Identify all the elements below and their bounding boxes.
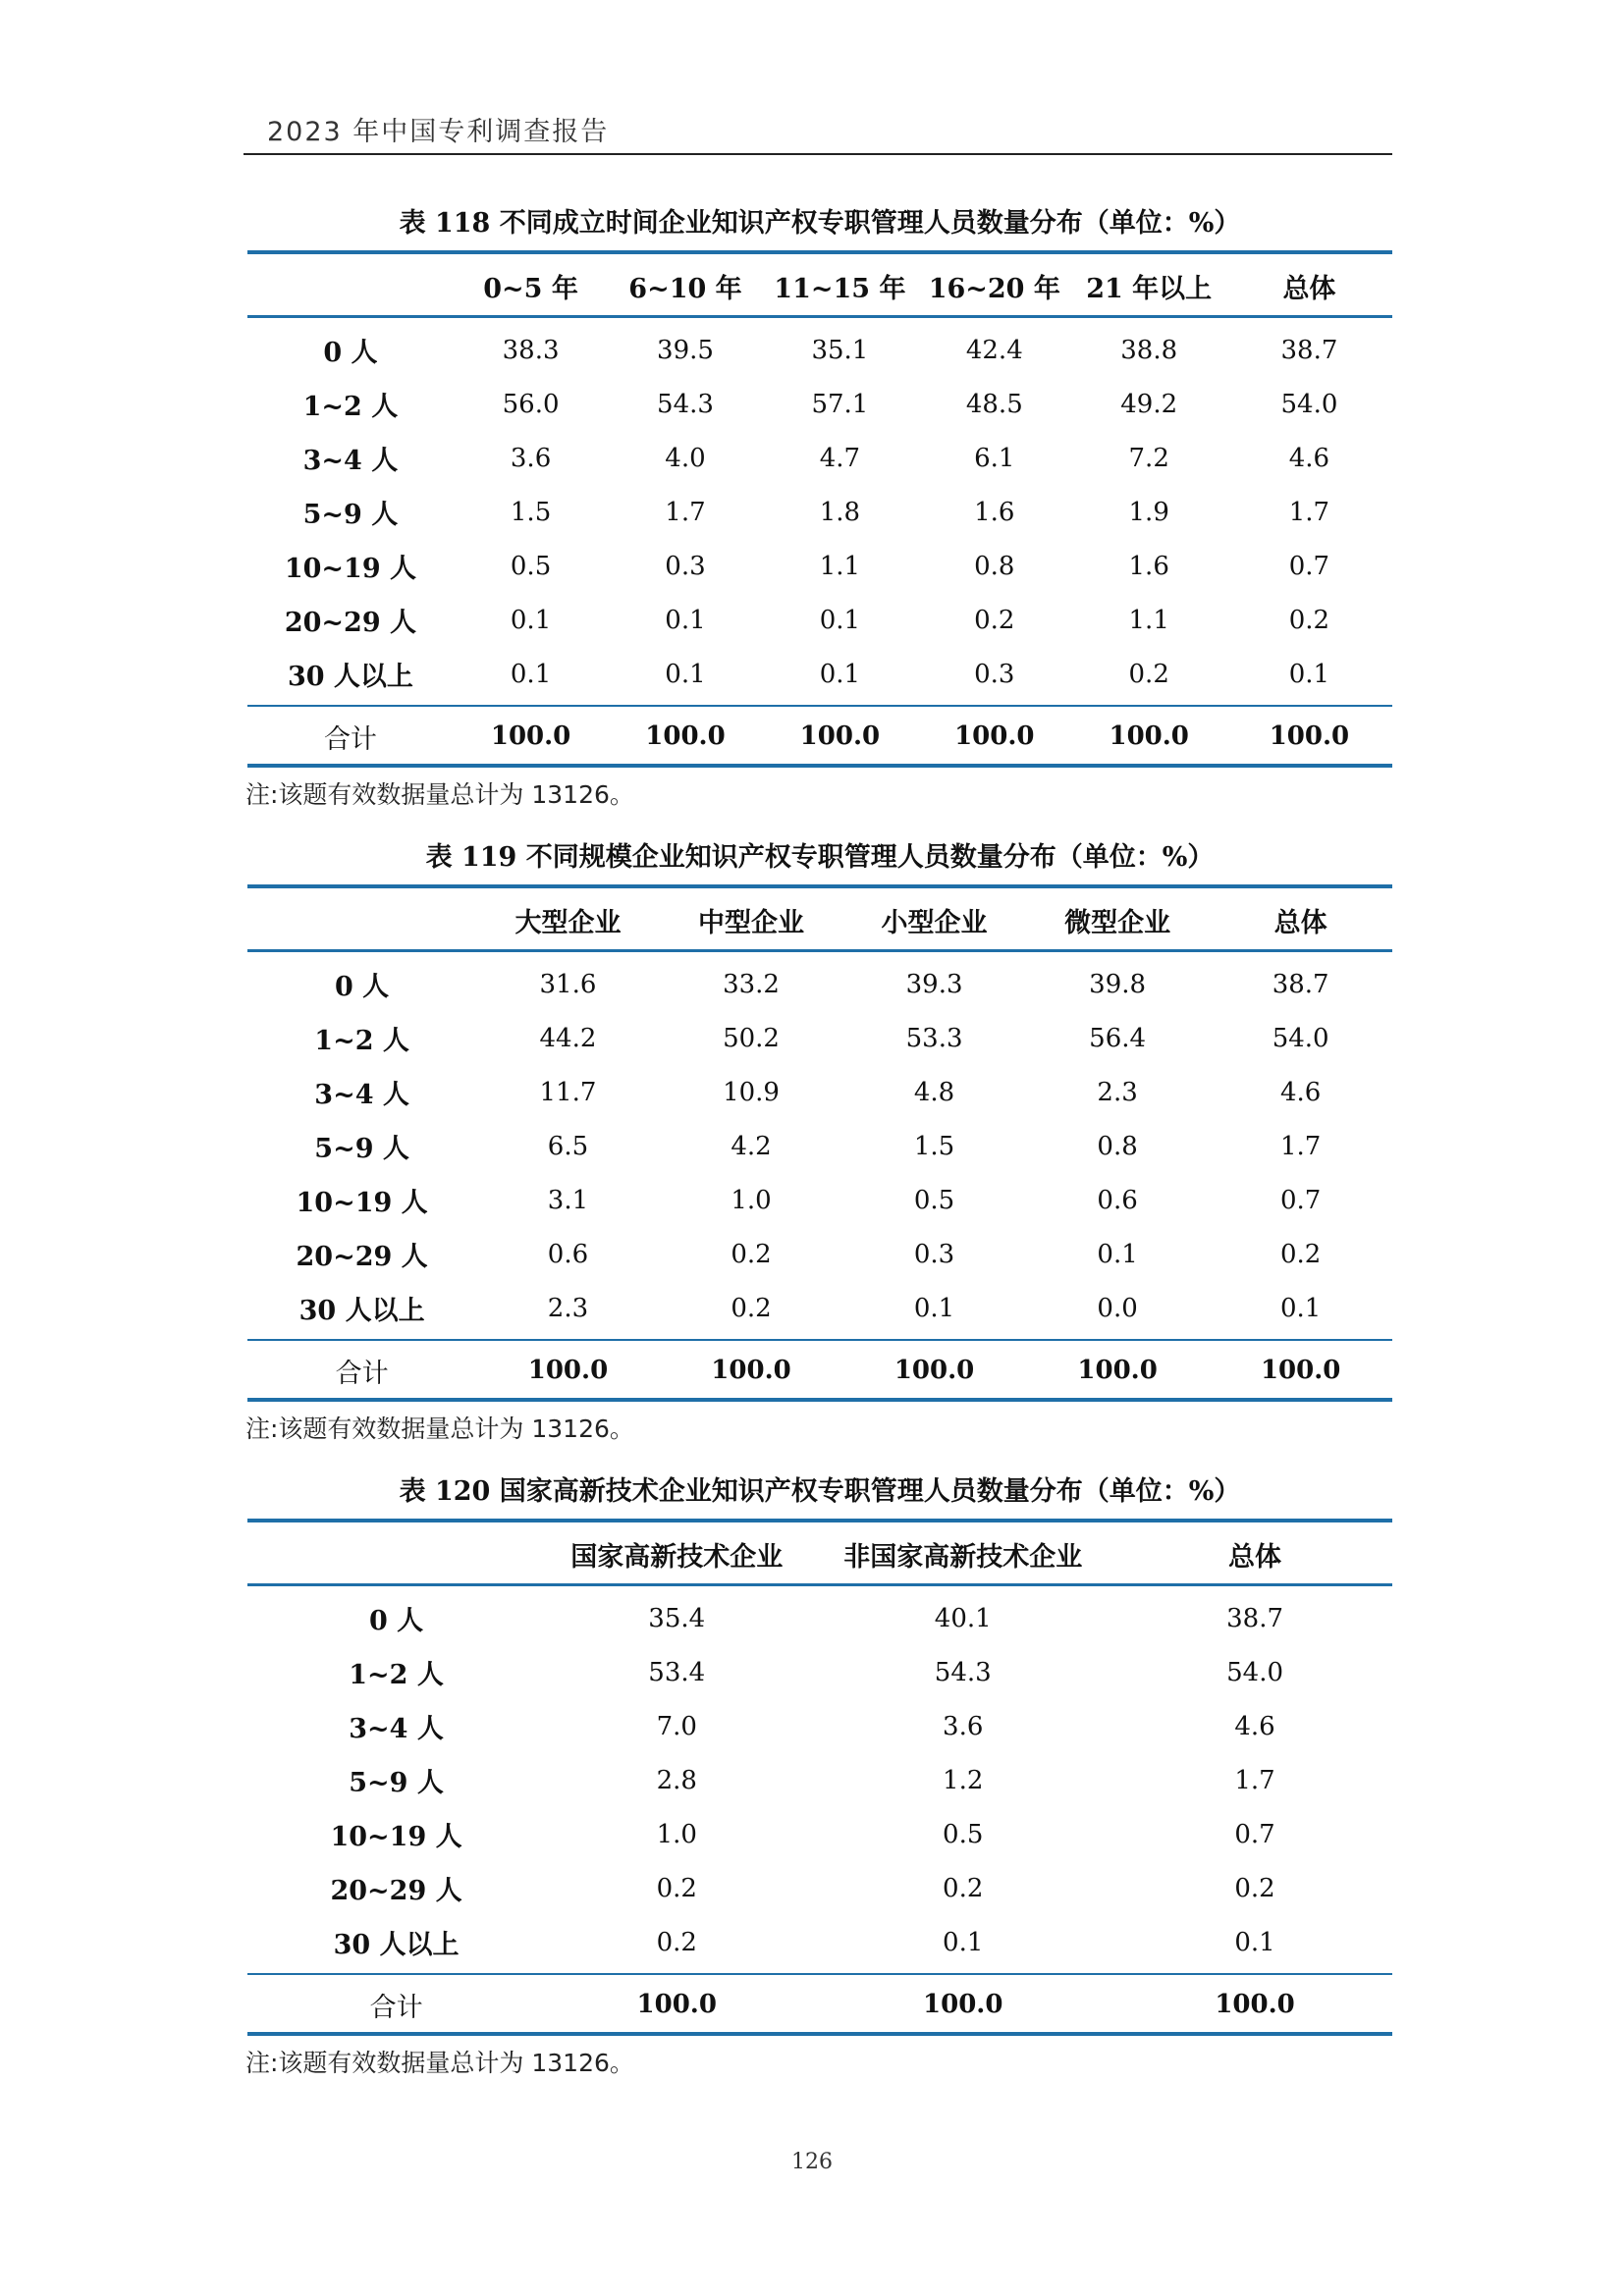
- table-row: [247, 1065, 1392, 1119]
- table-row: [247, 539, 1392, 593]
- table-cell: 35.1: [811, 335, 869, 365]
- total-cell: 100.0: [1077, 1356, 1158, 1385]
- table-cell: 7.0: [656, 1711, 697, 1741]
- table-cell: 7.2: [1128, 443, 1169, 473]
- table-cell: 35.4: [648, 1603, 706, 1633]
- table-cell: 42.4: [965, 335, 1023, 365]
- total-cell: 100.0: [799, 721, 881, 751]
- table-cell: 38.7: [1226, 1603, 1283, 1633]
- table-row: [247, 1281, 1392, 1335]
- table-cell: 56.4: [1089, 1023, 1147, 1053]
- table-total-row: [247, 709, 1392, 764]
- table-cell: 4.6: [1234, 1711, 1275, 1741]
- table-cell: 54.0: [1272, 1023, 1329, 1053]
- table-title: 表 118 不同成立时间企业知识产权专职管理人员数量分布（单位：%）: [399, 208, 1241, 239]
- table-note: 注:该题有效数据量总计为 13126。: [245, 2049, 634, 2077]
- table-top-rule: [247, 884, 1392, 888]
- table-bottom-rule: [247, 1398, 1392, 1402]
- column-header: 21 年以上: [1086, 273, 1213, 304]
- table-cell: 1.5: [510, 497, 552, 527]
- table-cell: 0.5: [913, 1185, 955, 1215]
- table-cell: 0.1: [1279, 1293, 1322, 1323]
- row-label: 0 人: [368, 1606, 424, 1636]
- table-cell: 54.0: [1280, 389, 1338, 419]
- table-cell: 4.2: [731, 1131, 772, 1161]
- table-cell: 54.0: [1226, 1657, 1283, 1687]
- table-cell: 33.2: [723, 969, 780, 999]
- total-cell: 100.0: [1269, 721, 1350, 751]
- row-label: 20~29 人: [296, 1242, 428, 1272]
- table-118: [245, 207, 1392, 809]
- table-row: [247, 1227, 1392, 1281]
- table-cell: 0.8: [1097, 1131, 1138, 1161]
- table-header-row: [247, 1524, 1392, 1583]
- table-120: [245, 1475, 1392, 2077]
- table-cell: 0.5: [943, 1819, 984, 1849]
- table-cell: 6.1: [974, 443, 1015, 473]
- table-title: 表 119 不同规模企业知识产权专职管理人员数量分布（单位：%）: [425, 842, 1215, 873]
- total-cell: 100.0: [645, 721, 726, 751]
- table-row: [247, 1011, 1392, 1065]
- table-cell: 4.8: [913, 1077, 955, 1107]
- row-label: 30 人以上: [287, 662, 413, 692]
- total-cell: 100.0: [490, 721, 571, 751]
- total-label: 合计: [323, 723, 377, 755]
- table-note: 注:该题有效数据量总计为 13126。: [245, 1415, 634, 1443]
- table-cell: 50.2: [723, 1023, 780, 1053]
- row-label: 0 人: [335, 972, 390, 1002]
- table-cell: 0.1: [943, 1927, 984, 1957]
- table-cell: 0.3: [974, 659, 1015, 689]
- table-cell: 44.2: [539, 1023, 597, 1053]
- column-header: 16~20 年: [928, 273, 1060, 304]
- total-cell: 100.0: [954, 721, 1035, 751]
- table-cell: 6.5: [547, 1131, 589, 1161]
- table-cell: 0.2: [1234, 1873, 1275, 1903]
- column-header: 微型企业: [1064, 907, 1171, 938]
- table-cell: 0.6: [547, 1239, 589, 1269]
- table-top-rule: [247, 1519, 1392, 1522]
- row-label: 1~2 人: [349, 1660, 444, 1690]
- table-cell: 0.2: [656, 1873, 697, 1903]
- table-cell: 0.8: [974, 551, 1015, 581]
- column-header: 总体: [1273, 907, 1327, 938]
- table-cell: 48.5: [965, 389, 1023, 419]
- table-cell: 1.9: [1128, 497, 1169, 527]
- table-total-row: [247, 1977, 1392, 2032]
- table-cell: 1.0: [731, 1185, 772, 1215]
- table-cell: 0.6: [1097, 1185, 1138, 1215]
- row-label: 30 人以上: [333, 1930, 460, 1960]
- table-cell: 1.1: [1128, 605, 1169, 635]
- table-cell: 0.1: [1097, 1239, 1138, 1269]
- table-cell: 10.9: [723, 1077, 780, 1107]
- table-header-rule: [247, 949, 1392, 952]
- table-row: [247, 377, 1392, 431]
- column-header: 0~5 年: [483, 273, 578, 304]
- row-label: 3~4 人: [314, 1080, 409, 1110]
- table-cell: 49.2: [1120, 389, 1178, 419]
- table-cell: 3.1: [547, 1185, 589, 1215]
- table-header-rule: [247, 1583, 1392, 1586]
- table-row: [247, 957, 1392, 1011]
- table-cell: 0.0: [1097, 1293, 1138, 1323]
- table-row: [247, 1807, 1392, 1861]
- table-bottom-rule: [247, 2032, 1392, 2036]
- row-label: 5~9 人: [349, 1768, 444, 1798]
- table-row: [247, 431, 1392, 485]
- page-number: 126: [791, 2150, 833, 2174]
- table-cell: 0.5: [510, 551, 552, 581]
- table-row: [247, 1591, 1392, 1645]
- table-cell: 0.1: [665, 605, 706, 635]
- total-cell: 100.0: [527, 1356, 609, 1385]
- row-label: 3~4 人: [349, 1714, 444, 1744]
- table-cell: 1.2: [943, 1765, 984, 1795]
- table-cell: 1.0: [656, 1819, 697, 1849]
- total-cell: 100.0: [1109, 721, 1189, 751]
- table-cell: 0.2: [731, 1293, 772, 1323]
- table-row: [247, 1753, 1392, 1807]
- table-total-rule: [247, 1339, 1392, 1341]
- table-cell: 1.1: [819, 551, 861, 581]
- table-title: 表 120 国家高新技术企业知识产权专职管理人员数量分布（单位：%）: [399, 1476, 1241, 1507]
- table-bottom-rule: [247, 764, 1392, 768]
- table-cell: 0.1: [819, 605, 861, 635]
- table-cell: 40.1: [934, 1603, 992, 1633]
- table-cell: 0.3: [913, 1239, 955, 1269]
- row-label: 5~9 人: [314, 1134, 409, 1164]
- row-label: 3~4 人: [302, 446, 399, 476]
- table-cell: 4.6: [1288, 443, 1330, 473]
- table-cell: 2.3: [1097, 1077, 1138, 1107]
- table-cell: 38.7: [1272, 969, 1329, 999]
- table-cell: 0.2: [731, 1239, 772, 1269]
- row-label: 5~9 人: [302, 500, 399, 530]
- table-header-rule: [247, 315, 1392, 318]
- table-cell: 39.8: [1089, 969, 1147, 999]
- table-cell: 1.5: [913, 1131, 955, 1161]
- row-label: 10~19 人: [330, 1822, 462, 1852]
- table-cell: 0.3: [665, 551, 706, 581]
- row-label: 20~29 人: [284, 608, 417, 638]
- column-header: 总体: [1282, 273, 1336, 304]
- column-header: 大型企业: [514, 907, 622, 938]
- table-cell: 57.1: [811, 389, 869, 419]
- table-cell: 2.8: [656, 1765, 697, 1795]
- table-cell: 38.8: [1120, 335, 1178, 365]
- table-row: [247, 485, 1392, 539]
- table-cell: 4.7: [819, 443, 861, 473]
- column-header: 非国家高新技术企业: [843, 1541, 1083, 1573]
- table-cell: 11.7: [539, 1077, 597, 1107]
- table-cell: 31.6: [539, 969, 597, 999]
- table-cell: 0.2: [1128, 659, 1169, 689]
- table-cell: 39.3: [905, 969, 963, 999]
- table-cell: 38.3: [502, 335, 560, 365]
- table-row: [247, 1699, 1392, 1753]
- table-cell: 0.1: [1288, 659, 1330, 689]
- total-cell: 100.0: [711, 1356, 791, 1385]
- table-row: [247, 1119, 1392, 1173]
- row-label: 30 人以上: [298, 1296, 425, 1326]
- table-cell: 0.7: [1279, 1185, 1322, 1215]
- table-cell: 0.2: [974, 605, 1015, 635]
- table-note: 注:该题有效数据量总计为 13126。: [245, 780, 634, 809]
- table-cell: 0.1: [819, 659, 861, 689]
- table-header-row: [247, 890, 1392, 949]
- row-label: 10~19 人: [284, 554, 417, 584]
- table-cell: 3.6: [510, 443, 552, 473]
- row-label: 0 人: [323, 338, 378, 368]
- table-cell: 54.3: [657, 389, 714, 419]
- table-row: [247, 1915, 1392, 1969]
- table-cell: 1.6: [1128, 551, 1169, 581]
- table-cell: 0.1: [913, 1293, 955, 1323]
- table-cell: 39.5: [657, 335, 714, 365]
- total-cell: 100.0: [636, 1990, 717, 2019]
- table-total-row: [247, 1343, 1392, 1398]
- table-row: [247, 1173, 1392, 1227]
- total-cell: 100.0: [893, 1356, 975, 1385]
- table-cell: 0.1: [1234, 1927, 1275, 1957]
- row-label: 10~19 人: [296, 1188, 428, 1218]
- table-cell: 0.7: [1288, 551, 1330, 581]
- table-header-row: [247, 256, 1392, 315]
- column-header: 小型企业: [881, 907, 988, 938]
- row-label: 20~29 人: [330, 1876, 462, 1906]
- table-row: [247, 1645, 1392, 1699]
- table-cell: 0.1: [665, 659, 706, 689]
- table-cell: 0.2: [656, 1927, 697, 1957]
- table-cell: 4.6: [1279, 1077, 1322, 1107]
- table-cell: 53.4: [648, 1657, 706, 1687]
- table-cell: 2.3: [547, 1293, 589, 1323]
- header-rule: [244, 153, 1392, 155]
- report-title: 2023 年中国专利调查报告: [267, 117, 610, 147]
- column-header: 11~15 年: [774, 273, 906, 304]
- table-total-rule: [247, 705, 1392, 707]
- table-row: [247, 323, 1392, 377]
- table-cell: 1.7: [665, 497, 706, 527]
- table-row: [247, 647, 1392, 701]
- table-cell: 53.3: [905, 1023, 963, 1053]
- table-cell: 4.0: [665, 443, 706, 473]
- column-header: 6~10 年: [628, 273, 742, 304]
- table-cell: 54.3: [934, 1657, 992, 1687]
- table-cell: 1.6: [974, 497, 1015, 527]
- table-cell: 56.0: [502, 389, 560, 419]
- table-cell: 0.2: [1279, 1239, 1322, 1269]
- table-cell: 1.7: [1288, 497, 1330, 527]
- row-label: 1~2 人: [302, 392, 399, 422]
- table-cell: 0.2: [943, 1873, 984, 1903]
- table-row: [247, 593, 1392, 647]
- table-cell: 38.7: [1280, 335, 1338, 365]
- column-header: 总体: [1228, 1541, 1282, 1573]
- table-top-rule: [247, 250, 1392, 254]
- total-cell: 100.0: [923, 1990, 1003, 2019]
- table-total-rule: [247, 1973, 1392, 1975]
- column-header: 中型企业: [698, 907, 804, 938]
- table-cell: 0.2: [1288, 605, 1330, 635]
- table-cell: 0.1: [510, 659, 552, 689]
- table-cell: 0.1: [510, 605, 552, 635]
- total-label: 合计: [369, 1992, 423, 2023]
- total-cell: 100.0: [1260, 1356, 1341, 1385]
- row-label: 1~2 人: [314, 1026, 409, 1056]
- page-header: [244, 110, 1392, 148]
- table-cell: 1.8: [819, 497, 861, 527]
- table-cell: 1.7: [1279, 1131, 1322, 1161]
- table-119: [245, 841, 1392, 1443]
- table-cell: 3.6: [943, 1711, 984, 1741]
- table-cell: 1.7: [1234, 1765, 1275, 1795]
- table-cell: 0.7: [1234, 1819, 1275, 1849]
- table-row: [247, 1861, 1392, 1915]
- total-cell: 100.0: [1215, 1990, 1295, 2019]
- total-label: 合计: [335, 1358, 389, 1389]
- column-header: 国家高新技术企业: [570, 1541, 784, 1573]
